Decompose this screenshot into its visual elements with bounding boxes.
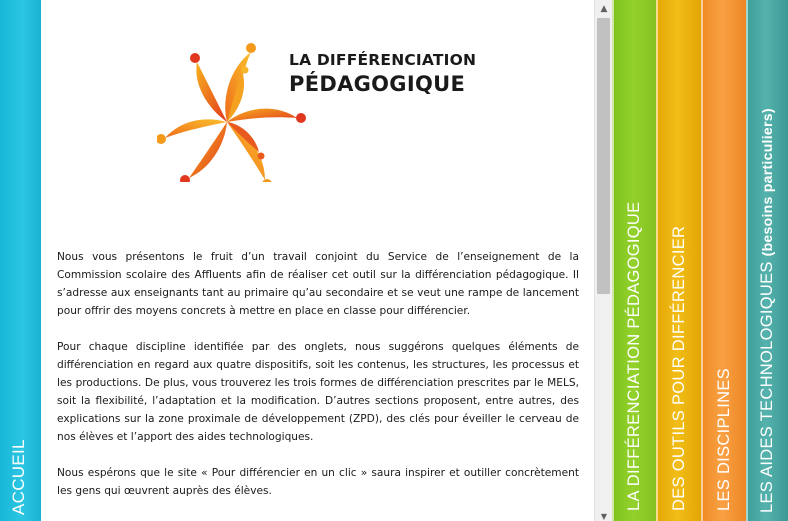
scroll-thumb[interactable]	[597, 18, 610, 294]
tab-differenciation-pedagogique[interactable]	[612, 0, 656, 521]
tab-outils-pour-differencier-label: DES OUTILS POUR DIFFÉRENCIER	[670, 225, 688, 511]
intro-text	[57, 248, 579, 518]
intro-paragraph-3: Nous espérons que le site « Pour différencier en un clic » saura inspirer et outiller concrètement les gens qui œuvrent auprès des élèves.	[57, 467, 579, 497]
main-content	[41, 0, 594, 521]
scroll-down-icon[interactable]: ▼	[600, 512, 608, 521]
tab-aides-technologiques-label: LES AIDES TECHNOLOGIQUES	[758, 261, 776, 513]
tab-accueil[interactable]	[0, 0, 42, 521]
tab-aides-technologiques[interactable]	[746, 0, 788, 521]
tab-disciplines-label: LES DISCIPLINES	[715, 368, 733, 511]
intro-paragraph-1: Nous vous présentons le fruit d’un travail conjoint du Service de l’enseignement de la Commission scolaire des Affluents afin de réaliser cet outil sur la différenciation pédagogique. Il s’adresse aux enseignants tant au primaire qu’au secondaire et se veut une rampe de lancement pour offrir des moyens concrets à mettre en place en classe pour différencier.	[57, 251, 579, 317]
tab-aides-technologiques-label-wrap	[758, 108, 777, 513]
tab-accueil-label: ACCUEIL	[9, 439, 28, 515]
intro-paragraph-2: Pour chaque discipline identifiée par des onglets, nous suggérons quelques éléments de différenciation en regard aux quatre dispositifs, soit les contenus, les structures, les processus et les productions. De plus, vous trouverez les trois formes de différenciation prescrites par le MELS, soit la flexibilité, l’adaptation et la modification. D’autres sections proposent, entre autres, des explications sur la zone proximale de développement (ZPD), des clés pour éveiller le cerveau de nos élèves et l’apport des aides technologiques.	[57, 341, 579, 443]
tab-disciplines[interactable]	[701, 0, 746, 521]
vertical-scrollbar[interactable]	[594, 0, 613, 521]
tab-outils-pour-differencier[interactable]	[656, 0, 701, 521]
tab-aides-technologiques-sublabel: (besoins particuliers)	[759, 108, 775, 257]
logo-title-line1: LA DIFFÉRENCIATION	[289, 51, 477, 69]
logo-title-line2: PÉDAGOGIQUE	[289, 72, 466, 96]
tab-differenciation-pedagogique-label: LA DIFFÉRENCIATION PÉDAGOGIQUE	[625, 201, 643, 511]
scroll-up-icon[interactable]: ▲	[600, 4, 608, 14]
